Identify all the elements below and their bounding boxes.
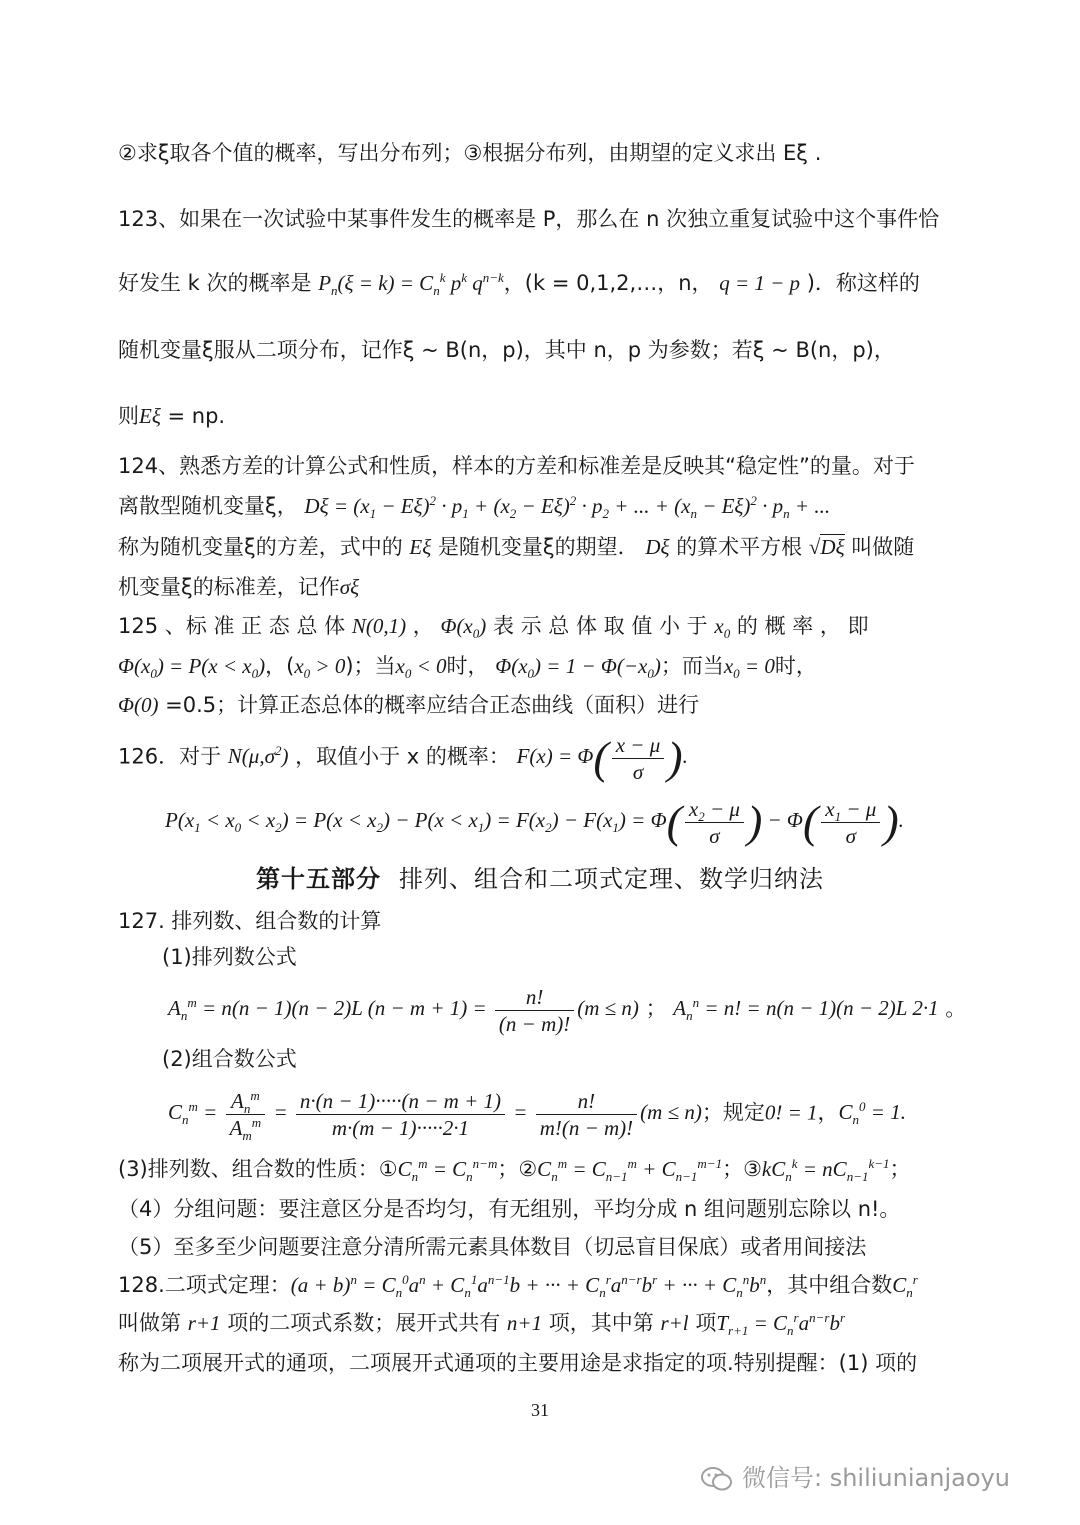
formula-cn0: $C_n^0 = 1$. xyxy=(838,1099,906,1128)
formula-normal: N(0,1) xyxy=(351,614,407,638)
text-line-13 xyxy=(118,732,688,785)
text: ， xyxy=(412,614,434,638)
text-line-3 xyxy=(118,268,920,298)
text-line-6 xyxy=(118,451,915,481)
text: 项 xyxy=(695,1311,717,1335)
text-line-23 xyxy=(118,1270,918,1300)
text-line-1 xyxy=(118,138,821,168)
section-heading xyxy=(0,862,1080,896)
wechat-watermark xyxy=(700,1458,1010,1493)
formula-phi-x0: $\Phi(x_0)$ xyxy=(440,614,487,642)
text-line-2 xyxy=(118,204,939,234)
text: 称为二项展开式的通项，二项展开式通项的主要用途是求指定的项.特别提醒：(1) 项的 xyxy=(118,1351,918,1375)
formula-interval: $P(x_1 < x_0 < x_2) = P(x < x_2) - P(x < x_1) = F(x_2) - F(x_1) = \Phi$( $\frac{x_2 - \mu}{\sigma}$ ) − Φ( $\frac{x_1 - \mu}{\sigma}$ ). xyxy=(165,796,904,848)
formula-permutation-full: $A_n^n = n$! = n(n − 1)(n − 2)L 2·1 xyxy=(673,995,939,1024)
text-line-20: (3)排列数、组合数的性质：$①C_n^m = C_n^{n-m}$；$②C_n^m = C_{n-1}^m + C_{n-1}^{m-1}$；$③kC_n^k = nC_{n-1}^{k-1}$； xyxy=(118,1156,911,1185)
text-line-11 xyxy=(118,651,817,681)
text-line-18 xyxy=(162,1044,297,1074)
text: ，( xyxy=(265,654,295,678)
text-line-4 xyxy=(118,335,895,365)
text: 随机变量ξ服从二项分布，记作ξ ~ B(n，p)，其中 n，p 为参数；若ξ ~ B(n，p)， xyxy=(118,338,895,362)
text: 叫做随 xyxy=(851,535,915,559)
formula-r-plus-l: r+l xyxy=(660,1311,689,1335)
formula-sigma: σξ xyxy=(339,575,360,599)
formula-n-plus-1: n+1 xyxy=(506,1311,543,1335)
text: 好发生 k 次的概率是 xyxy=(118,271,312,295)
formula-general-term: $T_{r+1} = C_n^ra^{n-r}b^r$ xyxy=(716,1310,846,1339)
formula-d: Dξ xyxy=(645,535,670,559)
formula-phi-def: $\Phi(x_0) = P(x < x_0)$ xyxy=(118,654,266,682)
text-line-24 xyxy=(118,1308,845,1338)
formula-r-plus-1: r+1 xyxy=(187,1311,221,1335)
text: 则 xyxy=(118,404,139,428)
text-line-22 xyxy=(118,1232,866,1262)
formula-absorption: $kC_n^k = nC_{n-1}^{k-1}$ xyxy=(761,1156,890,1185)
text: 123、如果在一次试验中某事件发生的概率是 P，那么在 n 次独立重复试验中这个事件恰 xyxy=(118,207,940,231)
text-line-21 xyxy=(118,1194,900,1224)
formula-q: q = 1 − p xyxy=(719,271,801,295)
text: 称为随机变量ξ的方差，式中的 xyxy=(118,535,403,559)
text: )．称这样的 xyxy=(806,271,920,295)
formula-phi-sym: $\Phi(x_0) = 1 - \Phi(-x_0)$ xyxy=(495,654,661,682)
formula-cdf: F(x) = Φ( $\frac{x - \mu}{\sigma}$ ). xyxy=(516,732,688,784)
text: 125 、标 准 正 态 总 体 xyxy=(118,614,346,638)
text-line-12 xyxy=(118,690,699,720)
formula-x0: $x_0$ xyxy=(714,614,731,642)
text-line-8 xyxy=(118,532,914,562)
text: ；③ xyxy=(722,1157,762,1181)
text: =0.5；计算正态总体的概率应结合正态曲线（面积）进行 xyxy=(165,693,700,717)
formula-x0-zero: $x_0 = 0$ xyxy=(723,654,775,682)
formula-variance: $D\xi = (x_1 - E\xi)^2 \cdot p_1 + (x_2 - E\xi)^2 \cdot p_2$ + ... + $(x_n - E\xi)^2 \cdot p_n$ + ... xyxy=(304,493,831,522)
text: 叫做第 xyxy=(118,1311,181,1335)
text: 是随机变量ξ的期望． xyxy=(437,535,639,559)
formula-combination-main: $C_n^m$ = $\frac{A_n^m}{A_m^m}$ = $\frac{n\cdot(n - 1)\cdot\cdot\cdot\cdot\cdot(n - m + 1)}{m\cdot(m - 1)\cdot\cdot\cdot\cdot\cdot 2\cdot 1}$ = $\frac{n!}{m!(n - m)!}$ (m ≤ n) xyxy=(168,1088,702,1144)
text: ；规定 xyxy=(701,1100,765,1125)
text: ，取值小于 x 的概率： xyxy=(295,744,510,769)
text-line-10 xyxy=(118,611,869,641)
text: ；而当 xyxy=(660,654,724,678)
formula-cnr: $C_n^r$ xyxy=(892,1272,918,1301)
formula-combination xyxy=(168,1088,906,1144)
text: 表 示 总 体 取 值 小 于 xyxy=(492,614,708,638)
formula-e: Eξ xyxy=(409,535,432,559)
text: （5）至多至少问题要注意分清所需元素具体数目（切忌盲目保底）或者用间接法 xyxy=(118,1235,867,1259)
formula-expectation: Eξ xyxy=(139,404,161,428)
text: )；当 xyxy=(345,654,396,678)
text: 的 概 率 ， 即 xyxy=(736,614,869,638)
text: ， xyxy=(817,1100,839,1125)
text: 项，其中第 xyxy=(548,1311,654,1335)
text: 的算术平方根 xyxy=(676,535,803,559)
text-line-25 xyxy=(118,1348,917,1378)
text: 时， xyxy=(446,654,489,678)
formula-zero-fact: 0! = 1 xyxy=(764,1100,818,1125)
heading-subtitle: 排列、组合和二项式定理、数学归纳法 xyxy=(399,865,824,893)
formula-normal-musigma: $N(\mu,\sigma^2)$ xyxy=(227,743,289,769)
text: 124、熟悉方差的计算公式和性质，样本的方差和标准差是反映其“稳定性”的量。对于 xyxy=(118,454,915,478)
text: ，其中组合数 xyxy=(766,1273,893,1297)
text: 离散型随机变量ξ， xyxy=(118,494,298,518)
text-line-7 xyxy=(118,491,830,521)
formula-symmetry: $C_n^m = C_n^{n-m}$ xyxy=(397,1156,498,1185)
text: (2)组合数公式 xyxy=(162,1047,297,1071)
formula-interval-probability xyxy=(165,796,904,849)
text-line-5 xyxy=(118,401,225,431)
text-line-15 xyxy=(118,906,381,936)
formula-x0-neg: $x_0 < 0$ xyxy=(395,654,447,682)
formula-sqrt: √Dξ xyxy=(808,535,845,559)
text: 127. 排列数、组合数的计算 xyxy=(118,909,382,933)
watermark-text: 微信号: shiliunianjaoyu xyxy=(742,1464,1010,1492)
formula-permutation: $A_n^m = n(n - 1)(n - 2)L$ (n − m + 1) = $\frac{n!}{(n - m)!}$ (m ≤ n) ； $A_n^n = n$! = n(n − 1)(n − 2)L 2·1 。 xyxy=(168,985,967,1036)
text: (3)排列数、组合数的性质：① xyxy=(118,1157,398,1181)
text: ；② xyxy=(497,1157,538,1181)
wechat-icon xyxy=(700,1465,734,1493)
text: 时， xyxy=(774,654,817,678)
formula-permutation-main: $A_n^m = n(n - 1)(n - 2)L$ (n − m + 1) = $\frac{n!}{(n - m)!}$ (m ≤ n) xyxy=(168,985,639,1036)
text: 项的二项式系数；展开式共有 xyxy=(227,1311,501,1335)
text: 机变量ξ的标准差，记作 xyxy=(118,575,340,599)
formula-x0-pos: $x_0 > 0$ xyxy=(294,654,346,682)
text: ，(k = 0,1,2,…，n， xyxy=(503,271,713,295)
text: 126．对于 xyxy=(118,744,222,769)
text: 128.二项式定理： xyxy=(118,1273,291,1297)
formula-pascal: $C_n^m = C_{n-1}^m + C_{n-1}^{m-1}$ xyxy=(537,1156,723,1185)
text-line-9 xyxy=(118,572,359,602)
text: （4）分组问题：要注意区分是否均匀，有无组别，平均分成 n 组问题别忘除以 n!。 xyxy=(118,1197,901,1221)
formula-binomial-theorem: $(a + b)^n = C_n^0a^n + C_n^1a^{n-1}b$ + ··· + $C_n^ra^{n-r}b^r$ + ··· + $C_n^nb^n$ xyxy=(290,1272,767,1301)
text: ②求ξ取各个值的概率，写出分布列；③根据分布列，由期望的定义求出 Eξ . xyxy=(118,141,822,165)
heading-title: 第十五部分 xyxy=(256,865,381,893)
formula-binomial-probability: $P_n(\xi = k) = C_n^k$ $p^k$ $q^{n-k}$ xyxy=(318,270,504,299)
text-line-16 xyxy=(162,942,297,972)
text: (1)排列数公式 xyxy=(162,945,297,969)
page-number: 31 xyxy=(531,1400,549,1420)
text: = np. xyxy=(167,404,226,428)
formula-phi0: Φ(0) xyxy=(118,693,159,717)
